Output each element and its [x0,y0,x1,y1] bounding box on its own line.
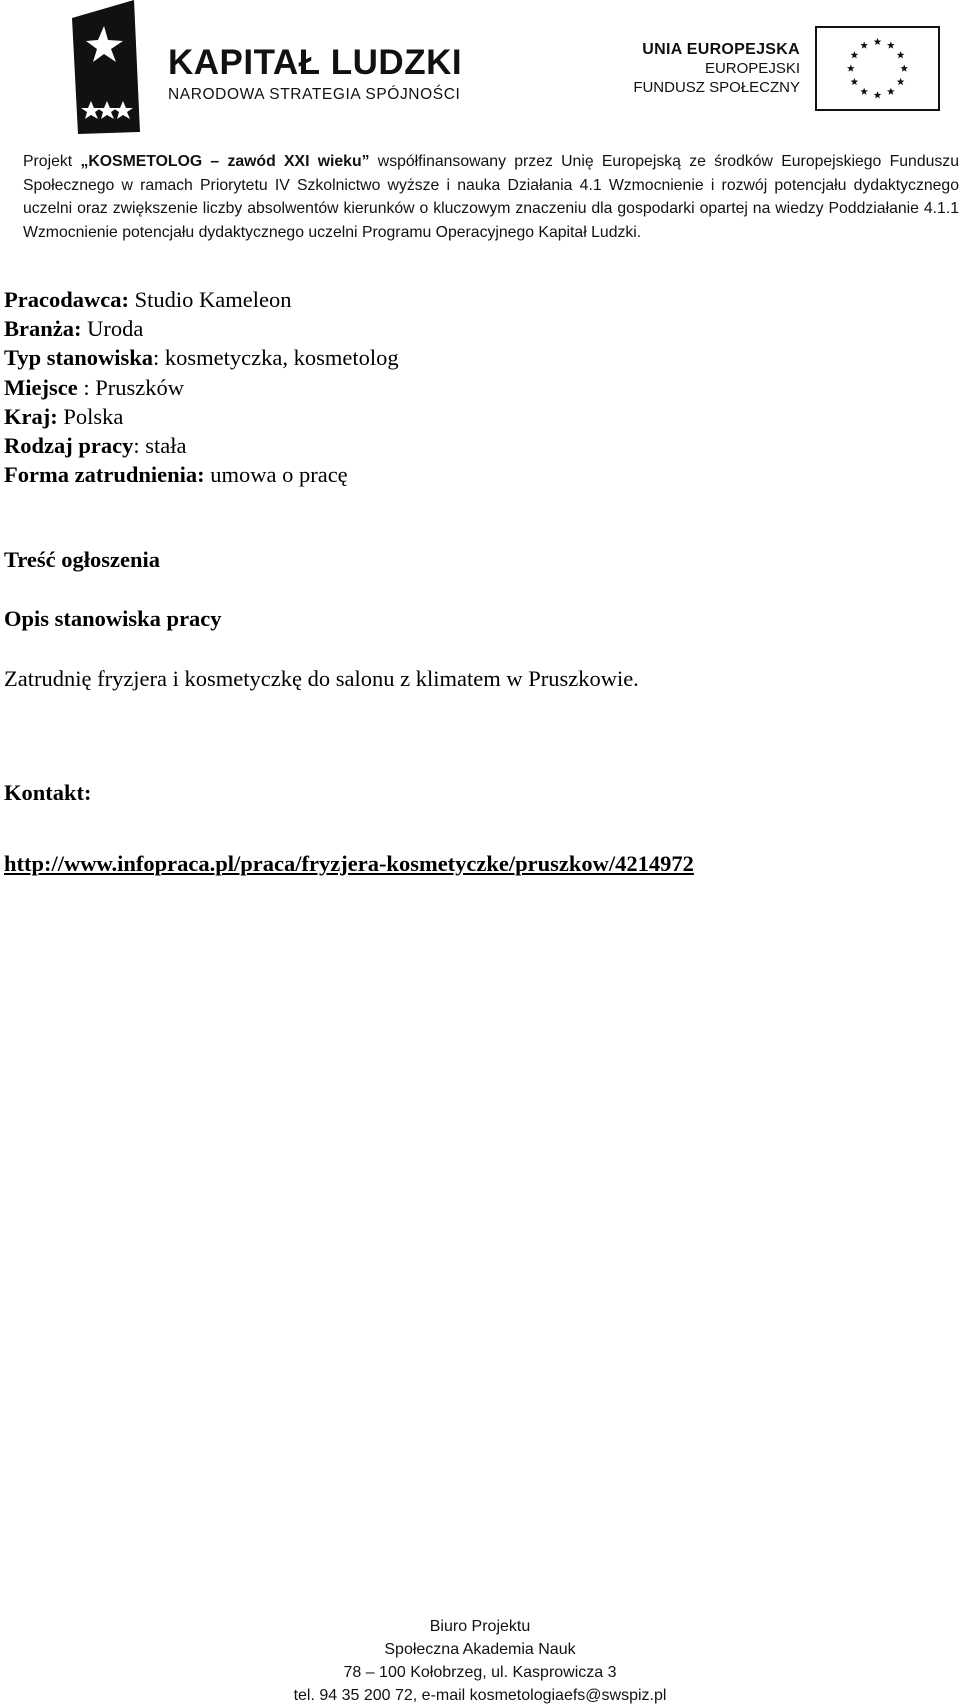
detail-work-type [4,431,399,460]
eu-star-icon [860,41,868,48]
detail-employment-form [4,460,399,489]
detail-country [4,402,399,431]
contact-heading: Kontakt: [4,780,92,805]
eu-star-icon [897,78,905,85]
project-info [23,150,959,244]
detail-value: : stała [133,433,187,459]
content-heading: Treść ogłoszenia [4,547,161,572]
detail-value: : kosmetyczka, kosmetolog [153,345,399,371]
kapital-ludzki-subtitle: NARODOWA STRATEGIA SPÓJNOŚCI [168,86,461,103]
detail-value: : Pruszków [77,374,184,400]
eu-star-icon [887,41,895,48]
eu-star-icon [847,64,855,71]
detail-label: Miejsce [4,374,78,400]
document-header [0,0,960,140]
description-heading: Opis stanowiska pracy [4,606,222,631]
eu-star-icon [851,78,859,85]
job-details [4,285,399,489]
ue-wordmark [633,40,800,97]
kapital-ludzki-wordmark [168,44,462,104]
eu-flag-icon [815,26,940,111]
detail-value: Uroda [81,316,144,342]
document-footer [0,1615,960,1707]
job-description: Zatrudnię fryzjera i kosmetyczkę do salonu z klimatem w Pruszkowie. [4,666,639,691]
eu-star-icon [900,64,908,71]
footer-contact: tel. 94 35 200 72, e-mail kosmetologiaefs@swspiz.pl [293,1687,667,1704]
eu-star-icon [887,88,895,95]
detail-position-type [4,343,399,372]
contact-link[interactable]: http://www.infopraca.pl/praca/fryzjera-kosmetyczke/pruszkow/4214972 [4,851,694,876]
detail-location [4,373,399,402]
project-description: współfinansowany przez Unię Europejską ze środków Europejskiego Funduszu Społecznego w ramach Priorytetu IV Szkolnictwo wyższe i nauka Działania 4.1 Wzmocnienie i rozwój potencjału dydaktycznego uczelni oraz zwiększenie liczby absolwentów kierunków o kluczowym znaczeniu dla gospodarki opartej na wiedzy Poddziałanie 4.1.1 Wzmocnienie potencjału dydaktycznego uczelni Programu Operacyjnego Kapitał Ludzki. [23,153,959,241]
detail-label: Branża: [4,316,82,342]
detail-value: Studio Kameleon [128,287,292,312]
ue-fund-line2: FUNDUSZ SPOŁECZNY [633,79,800,96]
ue-fund-line1: EUROPEJSKI [704,60,800,77]
eu-star-icon [851,51,859,58]
detail-industry [4,314,399,343]
detail-label: Typ stanowiska [4,345,154,371]
detail-label: Forma zatrudnienia: [4,462,205,488]
eu-star-icon [897,51,905,58]
footer-address: 78 – 100 Kołobrzeg, ul. Kasprowicza 3 [343,1664,617,1681]
ue-name: UNIA EUROPEJSKA [642,41,800,58]
detail-value: umowa o pracę [204,462,348,488]
kapital-ludzki-title: KAPITAŁ LUDZKI [168,43,463,82]
detail-label: Kraj: [4,403,58,429]
project-name: „KOSMETOLOG – zawód XXI wieku” [80,153,370,170]
detail-label: Rodzaj pracy [4,433,134,459]
detail-label: Pracodawca: [4,287,129,312]
eu-star-icon [874,91,882,98]
project-prefix: Projekt [23,153,81,170]
detail-value: Polska [57,403,124,429]
footer-office: Biuro Projektu [429,1618,531,1635]
eu-star-icon [874,38,882,45]
kapital-ludzki-logo [68,0,140,134]
eu-star-icon [860,88,868,95]
footer-institution: Społeczna Akademia Nauk [384,1641,576,1658]
detail-employer [4,285,399,314]
